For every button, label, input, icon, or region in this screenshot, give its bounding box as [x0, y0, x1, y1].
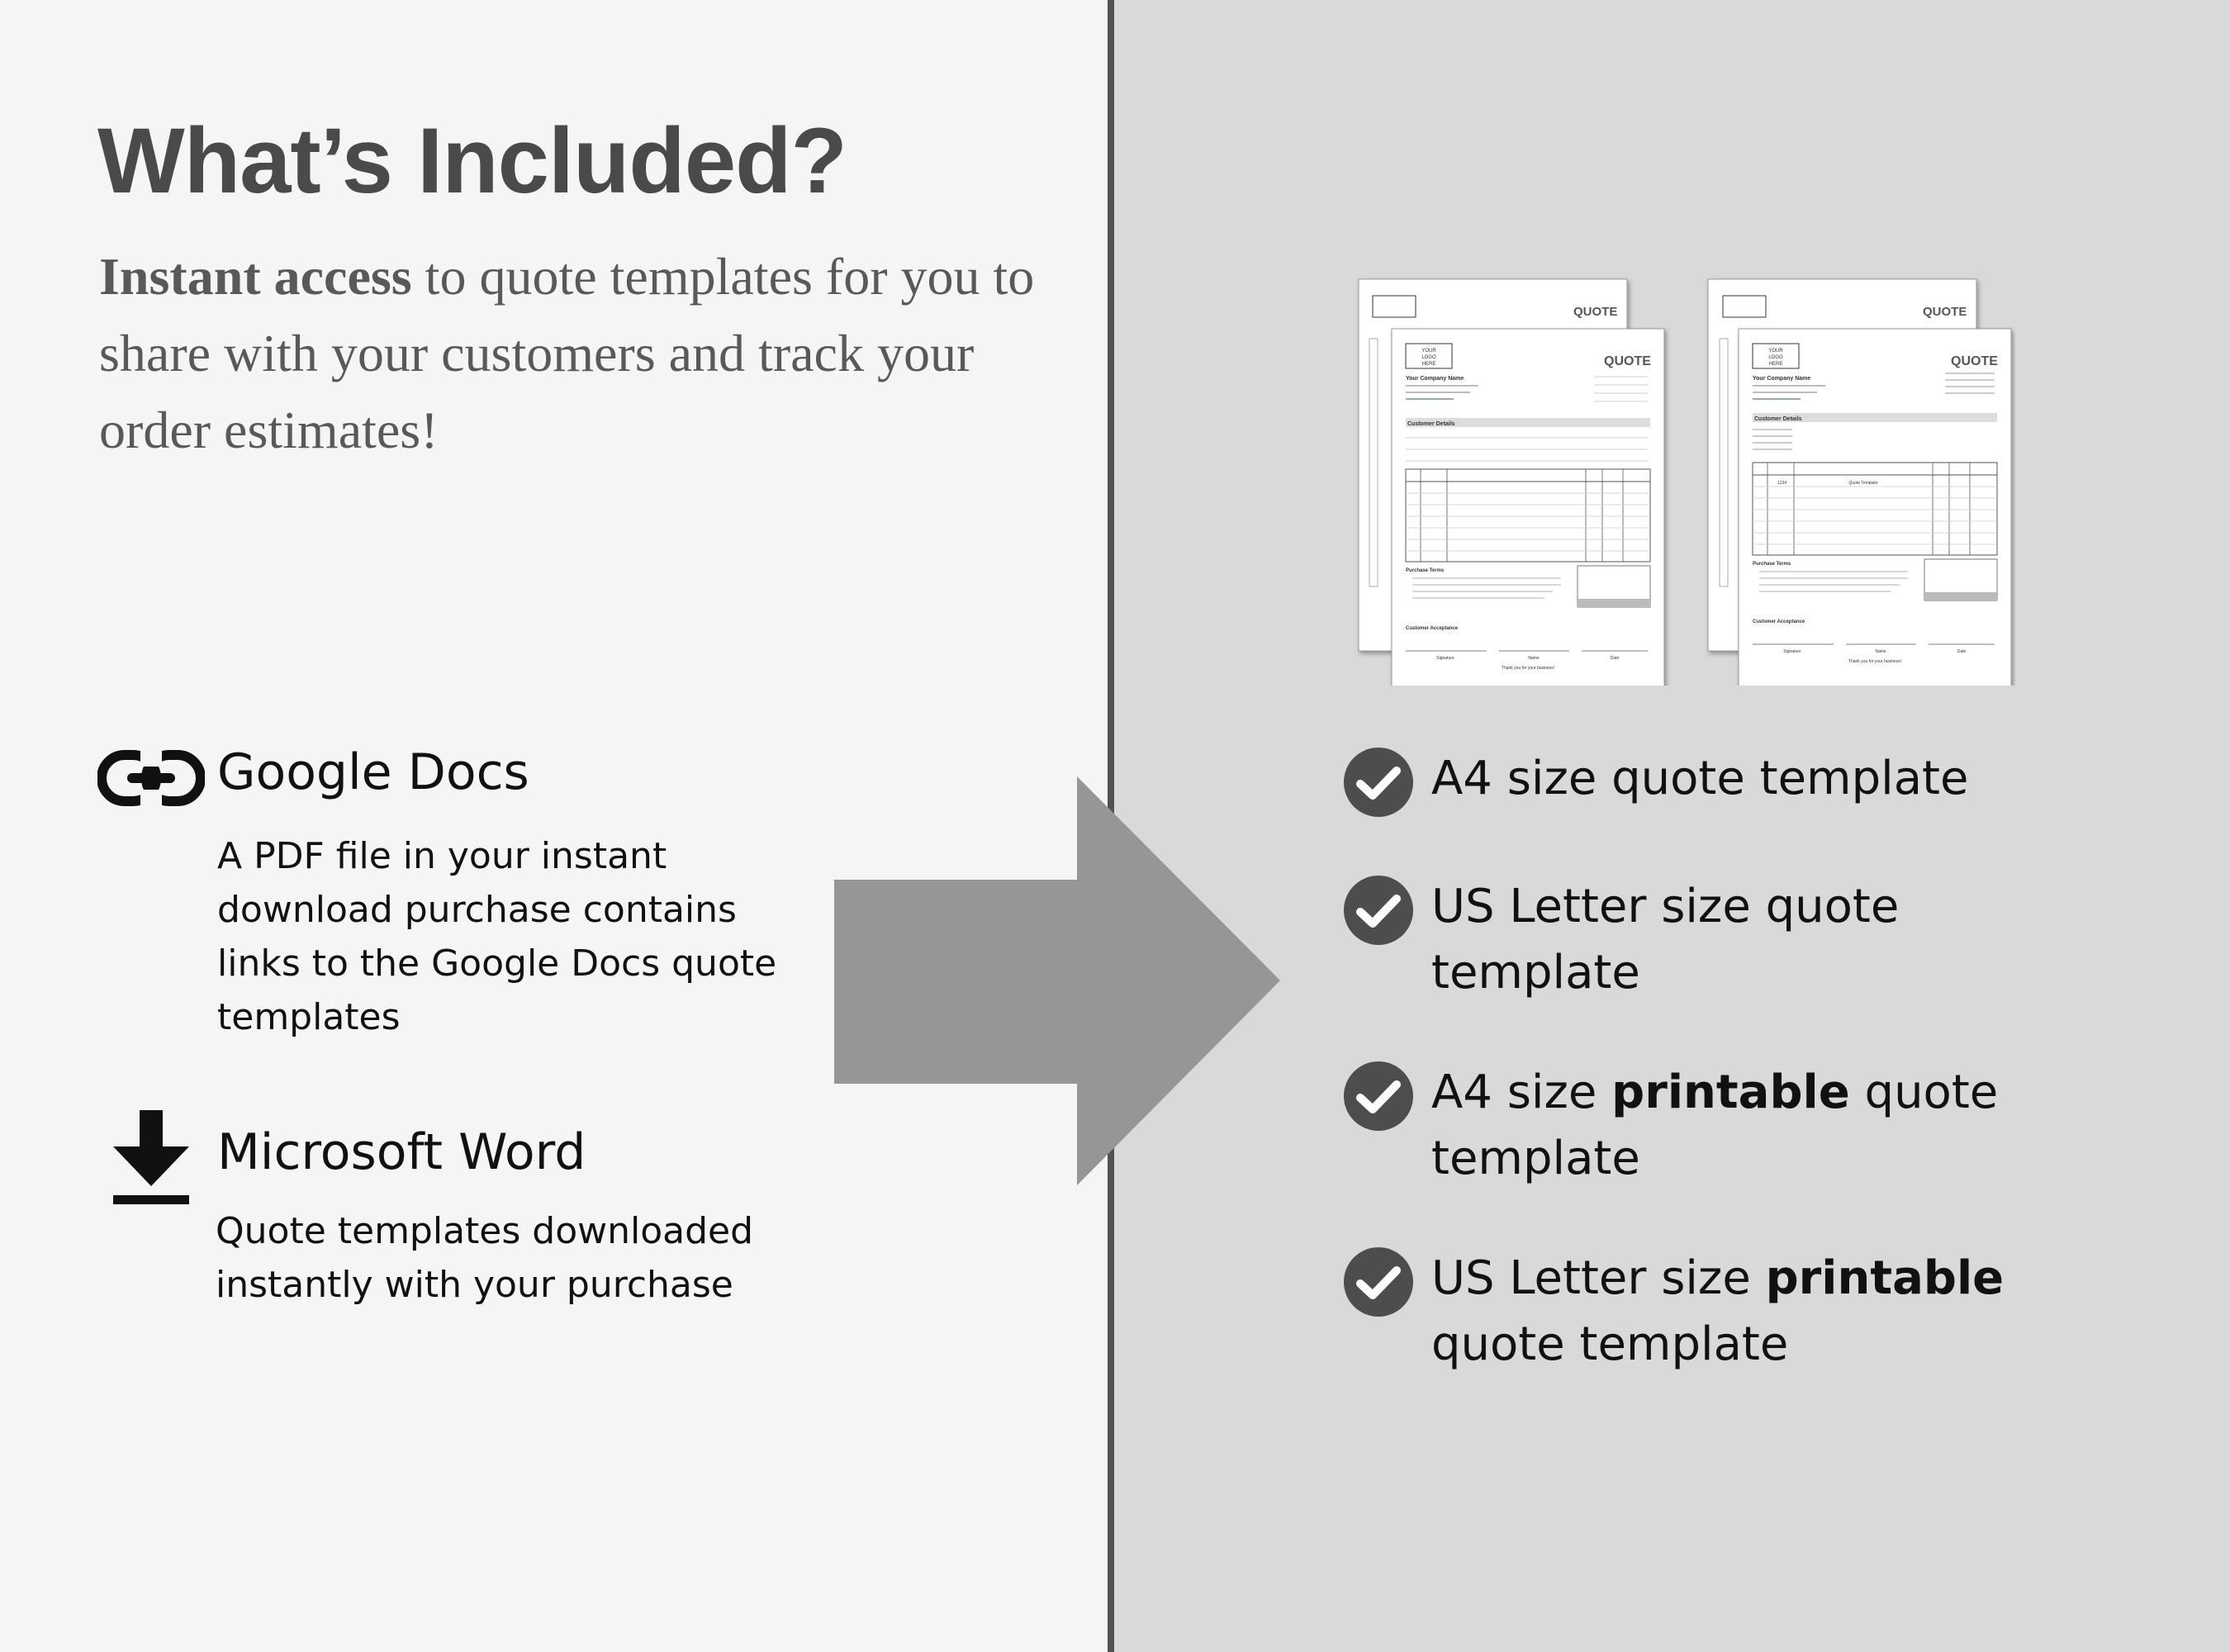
svg-text:YOUR: YOUR — [1768, 349, 1783, 354]
checklist-text: US Letter size quote template — [1431, 880, 1900, 999]
svg-text:Date: Date — [1957, 649, 1967, 654]
page-title: What’s Included? — [97, 109, 847, 212]
svg-text:QUOTE: QUOTE — [1951, 354, 1998, 368]
svg-text:Thank you for your business!: Thank you for your business! — [1848, 659, 1902, 664]
svg-text:Customer Details: Customer Details — [1407, 421, 1455, 427]
checklist-text: A4 size quote template — [1431, 752, 1969, 805]
check-circle-icon — [1342, 1246, 1415, 1318]
svg-text:QUOTE: QUOTE — [1573, 305, 1618, 319]
svg-text:Your Company Name: Your Company Name — [1753, 376, 1811, 382]
intro-bold: Instant access — [99, 247, 412, 306]
checklist-text: US Letter size printable quote template — [1431, 1251, 2005, 1371]
svg-text:Name: Name — [1875, 649, 1886, 654]
right-panel — [1114, 0, 2230, 1652]
check-circle-icon — [1342, 874, 1415, 947]
svg-text:Signature: Signature — [1783, 649, 1801, 654]
svg-text:YOUR: YOUR — [1421, 349, 1436, 354]
svg-text:Purchase Terms: Purchase Terms — [1406, 568, 1445, 573]
svg-text:Customer Acceptance: Customer Acceptance — [1753, 620, 1805, 624]
microsoft-word-title: Microsoft Word — [217, 1123, 586, 1181]
check-circle-icon — [1342, 1060, 1415, 1132]
svg-text:QUOTE: QUOTE — [1604, 354, 1651, 368]
quote-template-previews — [1355, 273, 2015, 686]
svg-text:Quote Template: Quote Template — [1848, 481, 1878, 486]
intro-text — [99, 238, 1041, 468]
svg-text:QUOTE: QUOTE — [1923, 305, 1967, 319]
svg-text:Purchase Terms: Purchase Terms — [1753, 562, 1791, 567]
svg-text:Signature: Signature — [1436, 656, 1454, 661]
link-icon — [97, 750, 205, 806]
svg-text:Name: Name — [1528, 656, 1540, 661]
google-docs-title: Google Docs — [217, 743, 529, 801]
svg-text:HERE: HERE — [1768, 362, 1783, 367]
microsoft-word-description: Quote templates downloaded instantly with your purchase — [216, 1210, 754, 1306]
svg-text:Customer Acceptance: Customer Acceptance — [1406, 626, 1459, 631]
svg-text:Thank you for your business!: Thank you for your business! — [1501, 666, 1555, 671]
svg-text:1234: 1234 — [1777, 481, 1787, 486]
intro-rest: to quote templates for you to share with your customers and track your order estimates! — [99, 247, 1035, 459]
svg-text:HERE: HERE — [1421, 362, 1436, 367]
download-icon — [112, 1110, 191, 1205]
svg-text:Your Company Name: Your Company Name — [1406, 376, 1464, 382]
svg-text:Date: Date — [1610, 656, 1620, 661]
checklist-text: A4 size printable quote template — [1431, 1066, 1999, 1185]
right-arrow — [834, 776, 1280, 1185]
svg-text:LOGO: LOGO — [1421, 355, 1436, 360]
svg-text:LOGO: LOGO — [1768, 355, 1783, 360]
us-letter-template-front-page — [1739, 329, 2011, 686]
google-docs-description: A PDF file in your instant download purchase contains links to the Google Docs quote templates — [217, 835, 777, 1038]
check-circle-icon — [1342, 746, 1415, 819]
a4-template-front-page — [1392, 329, 1664, 686]
svg-text:Customer Details: Customer Details — [1754, 416, 1802, 422]
